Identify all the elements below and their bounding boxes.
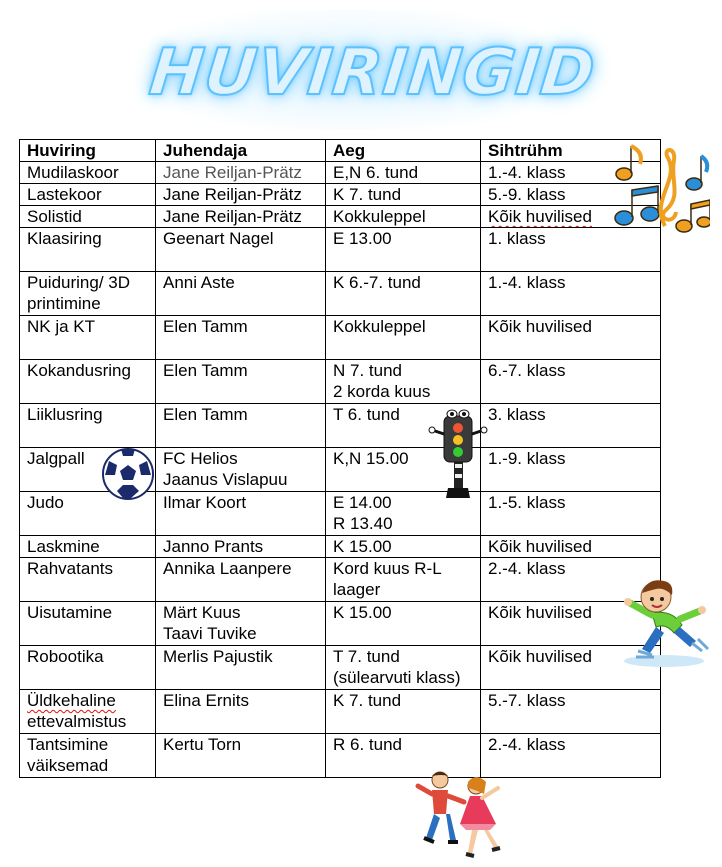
cell-text: 3. klass <box>488 405 546 424</box>
cell-huviring <box>20 184 156 206</box>
cell-text: laager <box>333 580 381 599</box>
cell-juhendaja <box>156 360 326 404</box>
cell-aeg <box>326 206 481 228</box>
header-juhendaja: Juhendaja <box>156 140 326 162</box>
cell-text: Jane Reiljan-Prätz <box>163 163 302 182</box>
cell-text: R 6. tund <box>333 735 402 754</box>
cell-juhendaja <box>156 206 326 228</box>
cell-text: FC Helios <box>163 449 238 468</box>
cell-text: Jane Reiljan-Prätz <box>163 185 302 204</box>
cell-text: 1. klass <box>488 229 546 248</box>
cell-juhendaja <box>156 690 326 734</box>
ice-skater-icon <box>612 573 712 673</box>
cell-juhendaja <box>156 734 326 778</box>
cell-text: Kõik huvilised <box>488 207 592 226</box>
cell-text: T 7. tund <box>333 647 400 666</box>
cell-aeg <box>326 228 481 272</box>
cell-juhendaja <box>156 162 326 184</box>
cell-huviring <box>20 360 156 404</box>
cell-aeg <box>326 690 481 734</box>
table-header-row <box>20 140 661 162</box>
cell-juhendaja <box>156 228 326 272</box>
cell-aeg <box>326 602 481 646</box>
cell-text: väiksemad <box>27 756 109 775</box>
cell-sihtruhm <box>481 404 661 448</box>
cell-text: Judo <box>27 493 64 512</box>
cell-text: E 14.00 <box>333 493 392 512</box>
cell-juhendaja <box>156 316 326 360</box>
cell-text: Solistid <box>27 207 82 226</box>
cell-aeg <box>326 360 481 404</box>
table-row <box>20 206 661 228</box>
cell-text: Kõik huvilised <box>488 603 592 622</box>
cell-aeg <box>326 184 481 206</box>
cell-text: Märt Kuus <box>163 603 241 622</box>
cell-text: Üldkehaline <box>27 691 116 710</box>
cell-text: Elen Tamm <box>163 361 248 380</box>
table-row <box>20 360 661 404</box>
cell-text: Kõik huvilised <box>488 647 592 666</box>
header-huviring: Huviring <box>20 140 156 162</box>
cell-text: printimine <box>27 294 101 313</box>
cell-text: Kokkuleppel <box>333 317 426 336</box>
cell-sihtruhm <box>481 492 661 536</box>
cell-sihtruhm <box>481 448 661 492</box>
cell-text: Laskmine <box>27 537 100 556</box>
cell-sihtruhm <box>481 360 661 404</box>
cell-text: Merlis Pajustik <box>163 647 273 666</box>
cell-text: E 13.00 <box>333 229 392 248</box>
cell-sihtruhm <box>481 316 661 360</box>
cell-text: K 15.00 <box>333 537 392 556</box>
cell-text: E,N 6. tund <box>333 163 419 182</box>
cell-text: N 7. tund <box>333 361 402 380</box>
cell-text: Lastekoor <box>27 185 102 204</box>
cell-text: K 7. tund <box>333 691 402 710</box>
cell-text: Mudilaskoor <box>27 163 119 182</box>
cell-text: 1.-5. klass <box>488 493 566 512</box>
cell-text: Klaasiring <box>27 229 102 248</box>
table-row <box>20 646 661 690</box>
cell-text: Elina Ernits <box>163 691 249 710</box>
cell-text: 2.-4. klass <box>488 735 566 754</box>
table-row <box>20 734 661 778</box>
table-row <box>20 184 661 206</box>
table-row <box>20 316 661 360</box>
cell-text: Taavi Tuvike <box>163 624 257 643</box>
header-aeg: Aeg <box>326 140 481 162</box>
cell-text: Annika Laanpere <box>163 559 292 578</box>
cell-aeg <box>326 646 481 690</box>
cell-text: 6.-7. klass <box>488 361 566 380</box>
cell-text: 1.-9. klass <box>488 449 566 468</box>
cell-text: K 15.00 <box>333 603 392 622</box>
cell-text: Kokandusring <box>27 361 131 380</box>
cell-huviring <box>20 646 156 690</box>
cell-huviring <box>20 206 156 228</box>
cell-juhendaja <box>156 404 326 448</box>
cell-text: Kertu Torn <box>163 735 242 754</box>
cell-text: Kõik huvilised <box>488 537 592 556</box>
cell-text: Puiduring/ 3D <box>27 273 131 292</box>
traffic-light-mascot-icon <box>428 408 488 500</box>
cell-huviring <box>20 558 156 602</box>
table-row <box>20 602 661 646</box>
cell-juhendaja <box>156 448 326 492</box>
table-row <box>20 162 661 184</box>
cell-aeg <box>326 316 481 360</box>
cell-huviring <box>20 690 156 734</box>
cell-text: ettevalmistus <box>27 712 127 731</box>
cell-aeg <box>326 272 481 316</box>
cell-juhendaja <box>156 184 326 206</box>
header-sihtruhm: Sihtrühm <box>481 140 661 162</box>
table-row <box>20 558 661 602</box>
cell-text: 1.-4. klass <box>488 163 566 182</box>
cell-text: Elen Tamm <box>163 405 248 424</box>
title-banner <box>146 10 599 130</box>
cell-huviring <box>20 602 156 646</box>
cell-text: 5.-9. klass <box>488 185 566 204</box>
cell-text: Uisutamine <box>27 603 113 622</box>
cell-juhendaja <box>156 272 326 316</box>
cell-text: Elen Tamm <box>163 317 248 336</box>
cell-text: 2.-4. klass <box>488 559 566 578</box>
cell-text: Jaanus Vislapuu <box>163 470 288 489</box>
cell-juhendaja <box>156 492 326 536</box>
cell-text: Ilmar Koort <box>163 493 247 512</box>
cell-juhendaja <box>156 602 326 646</box>
cell-text: 2 korda kuus <box>333 382 431 401</box>
cell-text: Jane Reiljan-Prätz <box>163 207 302 226</box>
cell-huviring <box>20 734 156 778</box>
cell-huviring <box>20 272 156 316</box>
cell-text: NK ja KT <box>27 317 96 336</box>
cell-text: Kord kuus R-L <box>333 559 442 578</box>
cell-huviring <box>20 162 156 184</box>
dancing-couple-icon <box>410 768 506 860</box>
cell-text: Rahvatants <box>27 559 113 578</box>
cell-text: (sülearvuti klass) <box>333 668 461 687</box>
cell-huviring <box>20 536 156 558</box>
cell-huviring <box>20 228 156 272</box>
cell-text: K 6.-7. tund <box>333 273 421 292</box>
table-row <box>20 228 661 272</box>
cell-text: Jalgpall <box>27 449 85 468</box>
cell-sihtruhm <box>481 690 661 734</box>
cell-juhendaja <box>156 646 326 690</box>
cell-sihtruhm <box>481 272 661 316</box>
cell-sihtruhm <box>481 536 661 558</box>
cell-text: Tantsimine <box>27 735 109 754</box>
cell-text: Liiklusring <box>27 405 103 424</box>
cell-aeg <box>326 558 481 602</box>
cell-text: Anni Aste <box>163 273 235 292</box>
cell-aeg <box>326 536 481 558</box>
table-row <box>20 272 661 316</box>
cell-text: Kõik huvilised <box>488 317 592 336</box>
music-notes-icon <box>610 140 710 240</box>
page-title: HUVIRINGID <box>146 36 599 110</box>
table-row <box>20 404 661 448</box>
table-row <box>20 536 661 558</box>
table-row <box>20 690 661 734</box>
cell-text: 1.-4. klass <box>488 273 566 292</box>
cell-text: Robootika <box>27 647 104 666</box>
cell-sihtruhm <box>481 734 661 778</box>
cell-text: 5.-7. klass <box>488 691 566 710</box>
cell-text: Geenart Nagel <box>163 229 274 248</box>
cell-aeg <box>326 162 481 184</box>
cell-text: T 6. tund <box>333 405 400 424</box>
cell-text: K,N 15.00 <box>333 449 409 468</box>
cell-juhendaja <box>156 558 326 602</box>
soccer-ball-icon <box>101 447 155 501</box>
cell-huviring <box>20 404 156 448</box>
cell-text: K 7. tund <box>333 185 402 204</box>
cell-juhendaja <box>156 536 326 558</box>
cell-huviring <box>20 316 156 360</box>
cell-text: Kokkuleppel <box>333 207 426 226</box>
cell-text: R 13.40 <box>333 514 393 533</box>
cell-text: Janno Prants <box>163 537 264 556</box>
